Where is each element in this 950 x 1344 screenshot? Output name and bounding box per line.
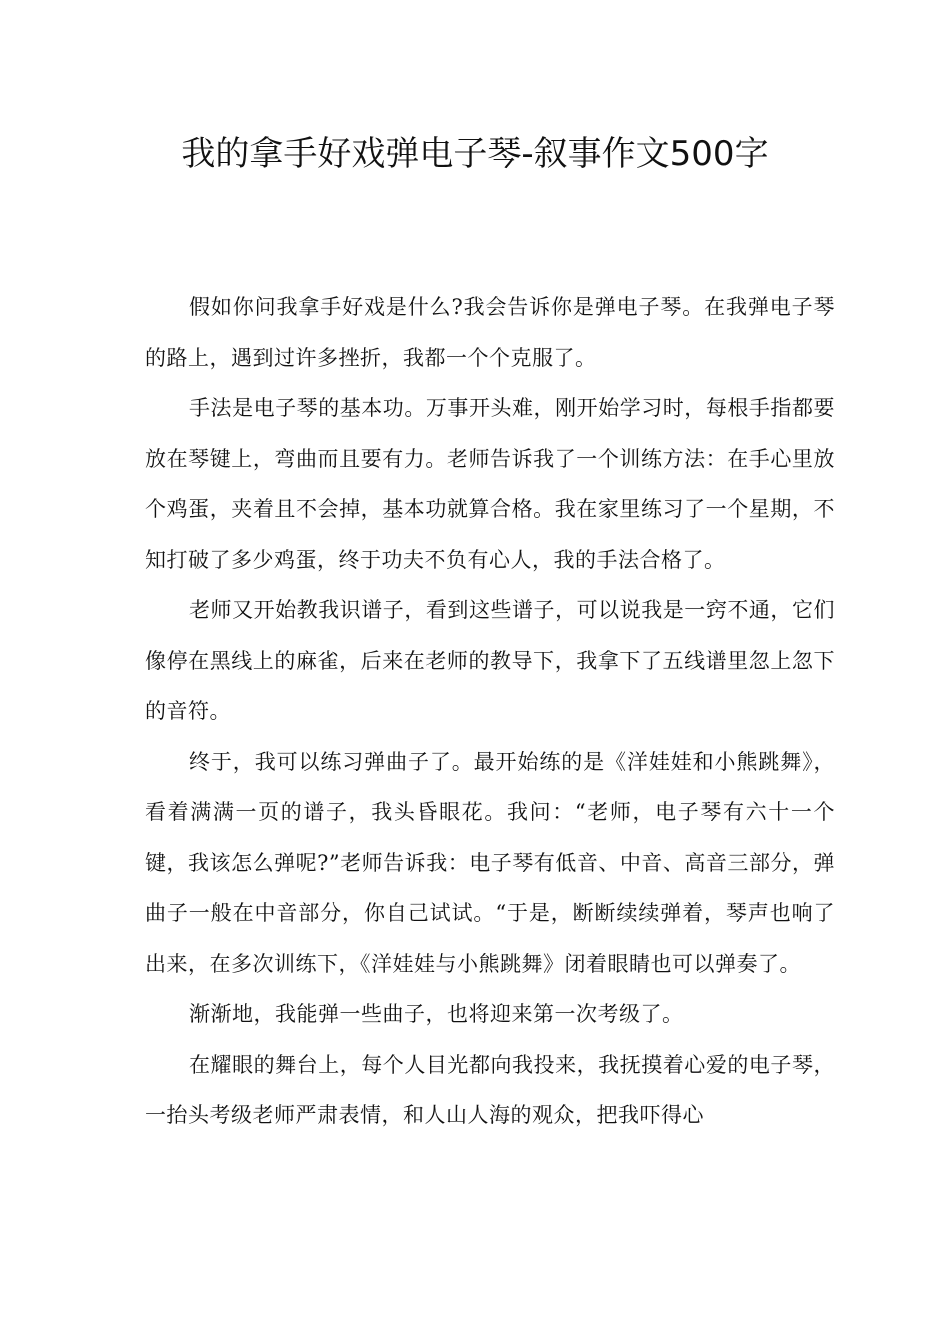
paragraph-6: 在耀眼的舞台上，每个人目光都向我投来，我抚摸着心爱的电子琴，一抬头考级老师严肃表情，和人山人海的观众，把我吓得心 (145, 1052, 835, 1127)
paragraph-2: 手法是电子琴的基本功。万事开头难，刚开始学习时，每根手指都要放在琴键上，弯曲而且要有力。老师告诉我了一个训练方法：在手心里放个鸡蛋，夹着且不会掉，基本功就算合格。我在家里练习了一个星期，不知打破了多少鸡蛋，终于功夫不负有心人，我的手法合格了。 (145, 396, 835, 572)
paragraph-1: 假如你问我拿手好戏是什么?我会告诉你是弹电子琴。在我弹电子琴的路上，遇到过许多挫折，我都一个个克服了。 (145, 295, 835, 370)
document-body (145, 282, 835, 1141)
document-title: 我的拿手好戏弹电子琴-叙事作文500字 (181, 134, 769, 174)
paragraph-4: 终于，我可以练习弹曲子了。最开始练的是《洋娃娃和小熊跳舞》，看着满满一页的谱子，我头昏眼花。我问：“老师，电子琴有六十一个键，我该怎么弹呢?”老师告诉我：电子琴有低音、中音、高音三部分，弹曲子一般在中音部分，你自己试试。“于是，断断续续弹着，琴声也响了出来，在多次训练下，《洋娃娃与小熊跳舞》闭着眼睛也可以弹奏了。 (145, 749, 835, 976)
paragraph-5: 渐渐地，我能弹一些曲子，也将迎来第一次考级了。 (189, 1002, 684, 1026)
paragraph-3: 老师又开始教我识谱子，看到这些谱子，可以说我是一窍不通，它们像停在黑线上的麻雀，后来在老师的教导下，我拿下了五线谱里忽上忽下的音符。 (145, 598, 835, 723)
